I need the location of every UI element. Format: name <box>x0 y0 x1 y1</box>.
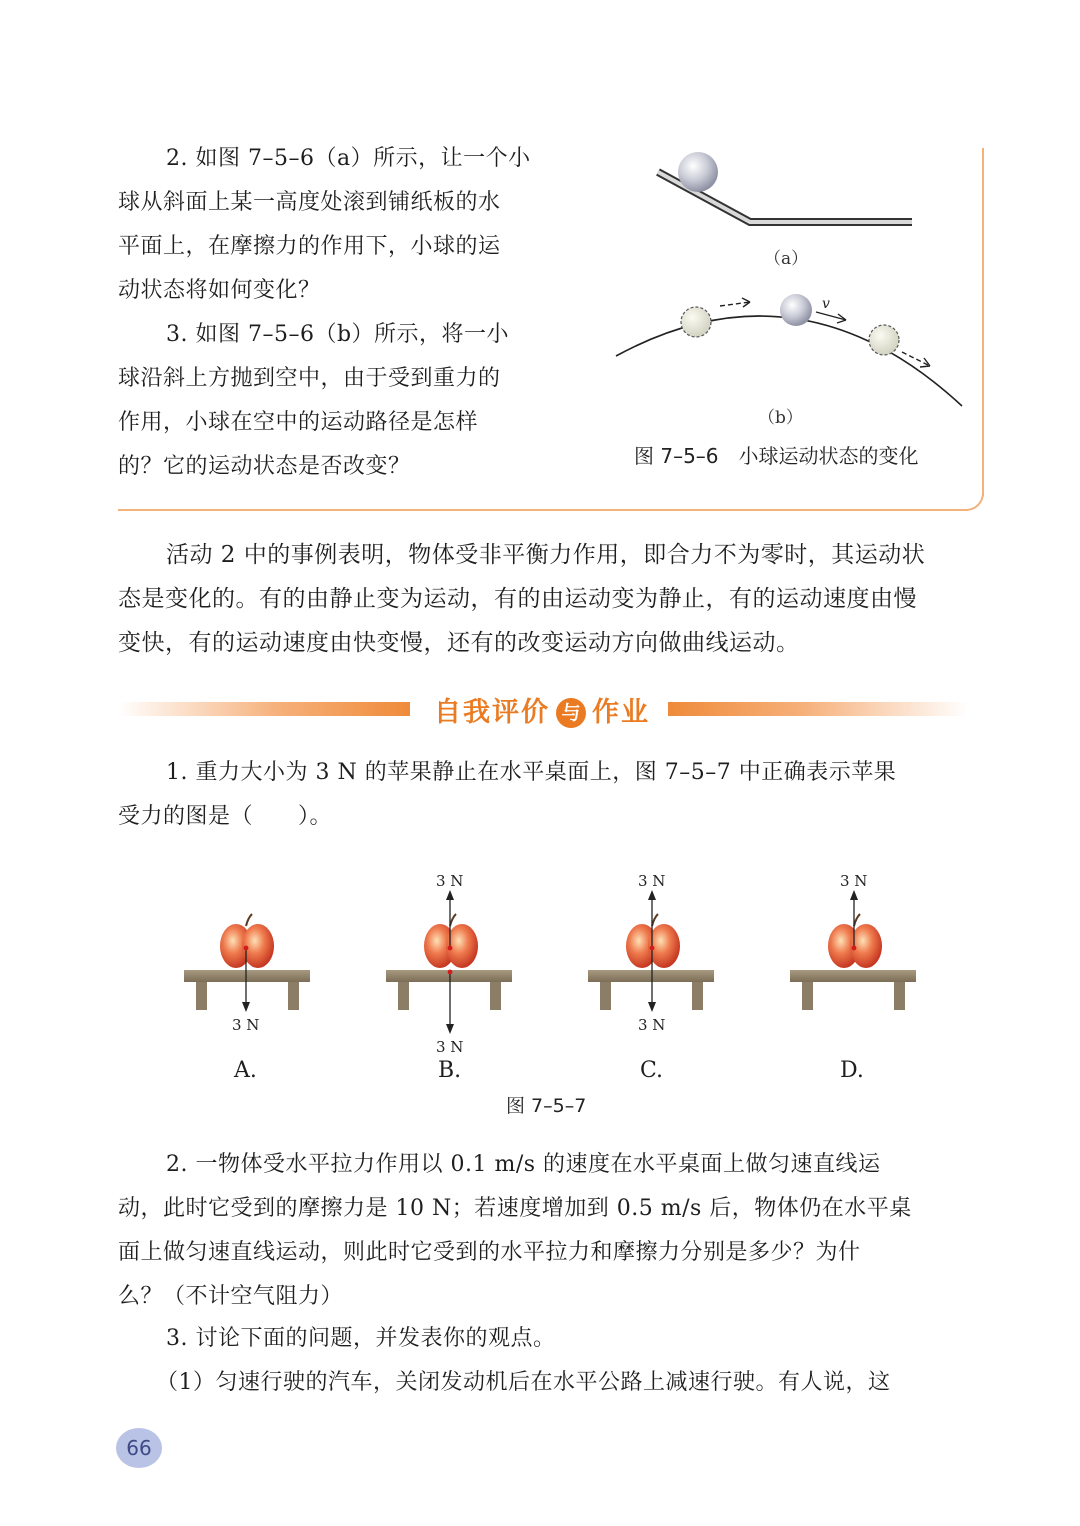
section-title-badge: 与 <box>556 698 586 728</box>
hw2-line4: 么？（不计空气阻力） <box>118 1284 344 1309</box>
activity-q2-line2: 球从斜面上某一高度处滚到铺纸板的水 <box>118 190 501 215</box>
activity-q2-line1: 2. 如图 7–5–6（a）所示，让一个小 <box>166 146 531 171</box>
activity-box-corner <box>954 481 984 511</box>
apple-icon <box>220 914 274 968</box>
figure-756a-label: （a） <box>764 249 809 269</box>
option-a-diagram <box>184 914 310 1034</box>
figure-756-caption: 图 7–5–6 小球运动状态的变化 <box>634 444 919 468</box>
option-d-diagram <box>790 872 916 1010</box>
ball-ghost-icon <box>869 325 899 355</box>
force-label-d-up: 3 N <box>840 872 868 890</box>
section-header-bar-right <box>668 702 968 716</box>
force-label-c-down: 3 N <box>638 1016 666 1034</box>
activity-q3-line2: 球沿斜上方抛到空中，由于受到重力的 <box>118 366 501 391</box>
choice-b-label: B. <box>438 1058 462 1083</box>
choice-c-label: C. <box>640 1058 664 1083</box>
force-label-b-up: 3 N <box>436 872 464 890</box>
section-title-right: 作业 <box>592 697 650 728</box>
activity-q2-line3: 平面上，在摩擦力的作用下，小球的运 <box>118 234 501 259</box>
choice-d-label: D. <box>840 1058 864 1083</box>
hw2-line3: 面上做匀速直线运动，则此时它受到的水平拉力和摩擦力分别是多少？为什 <box>118 1240 861 1265</box>
force-label-a-down: 3 N <box>232 1016 260 1034</box>
activity-box-border-bottom <box>118 509 968 511</box>
figure-757-diagram <box>160 862 940 1062</box>
hw3-sub1-line: （1）匀速行驶的汽车，关闭发动机后在水平公路上减速行驶。有人说，这 <box>156 1370 891 1395</box>
figure-756b-label: （b） <box>758 408 803 428</box>
hw3-line: 3. 讨论下面的问题，并发表你的观点。 <box>166 1326 556 1351</box>
ball-icon <box>678 152 718 192</box>
force-label-c-up: 3 N <box>638 872 666 890</box>
ball-icon <box>780 294 812 326</box>
velocity-label: v <box>822 296 830 312</box>
section-title-left: 自我评价 <box>434 697 550 728</box>
paragraph-line3: 变快，有的运动速度由快变慢，还有的改变运动方向做曲线运动。 <box>118 630 800 656</box>
section-header-title <box>434 690 650 729</box>
hw1-line1: 1. 重力大小为 3 N 的苹果静止在水平桌面上，图 7–5–7 中正确表示苹果 <box>166 760 897 785</box>
section-header-bar-left <box>118 702 410 716</box>
option-b-diagram <box>386 872 512 1056</box>
choice-a-label: A. <box>234 1058 257 1083</box>
option-c-diagram <box>588 872 714 1034</box>
hw1-line2: 受力的图是（ ）。 <box>118 804 333 829</box>
paragraph-line1: 活动 2 中的事例表明，物体受非平衡力作用，即合力不为零时，其运动状 <box>166 542 926 568</box>
force-label-b-down: 3 N <box>436 1038 464 1056</box>
activity-q3-line4: 的？它的运动状态是否改变？ <box>118 454 411 479</box>
apple-icon <box>424 914 478 968</box>
figure-757-caption: 图 7–5–7 <box>506 1095 587 1117</box>
activity-q2-line4: 动状态将如何变化？ <box>118 278 321 303</box>
figure-756b-trajectory <box>610 286 970 414</box>
activity-q3-line3: 作用，小球在空中的运动路径是怎样 <box>118 410 479 435</box>
apple-icon <box>626 914 680 968</box>
hw2-line1: 2. 一物体受水平拉力作用以 0.1 m/s 的速度在水平桌面上做匀速直线运 <box>166 1152 881 1177</box>
activity-q3-line1: 3. 如图 7–5–6（b）所示，将一小 <box>166 322 510 347</box>
figure-756a-incline <box>650 148 920 238</box>
paragraph-line2: 态是变化的。有的由静止变为运动，有的由运动变为静止，有的运动速度由慢 <box>118 586 917 612</box>
hw2-line2: 动，此时它受到的摩擦力是 10 N；若速度增加到 0.5 m/s 后，物体仍在水平桌 <box>118 1196 912 1221</box>
apple-icon <box>828 914 882 968</box>
page-number: 66 <box>116 1428 162 1468</box>
ball-ghost-icon <box>681 307 711 337</box>
activity-box-border-right <box>982 148 984 496</box>
